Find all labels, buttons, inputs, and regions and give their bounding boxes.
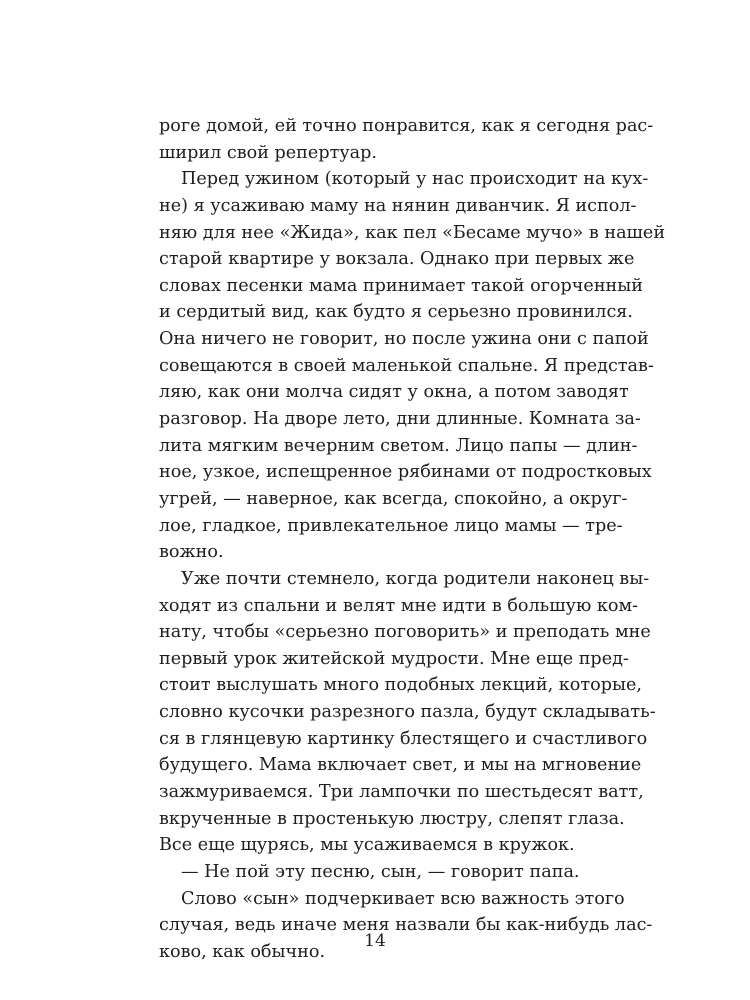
text-line: старой квартире у вокзала. Однако при первых же <box>159 249 635 270</box>
text-line: ширил свой репертуар. <box>159 142 378 163</box>
text-line: Все еще щурясь, мы усаживаемся в кружок. <box>159 835 575 856</box>
text-line: ное, узкое, испещренное рябинами от подростковых <box>159 462 652 483</box>
text-line: словно кусочки разрезного пазла, будут складывать- <box>159 702 656 723</box>
text-line: разговор. На дворе лето, дни длинные. Комната за- <box>159 409 641 430</box>
text-line: совещаются в своей маленькой спальне. Я представ- <box>159 355 654 376</box>
text-line: ково, как обычно. <box>159 941 326 962</box>
page-number: 14 <box>364 931 386 951</box>
text-line: стоит выслушать много подобных лекций, которые, <box>159 675 642 696</box>
text-line: словах песенки мама принимает такой огорченный <box>159 275 644 296</box>
body-text <box>159 113 666 966</box>
text-line: не) я усаживаю маму на нянин диванчик. Я испол- <box>159 195 637 216</box>
text-line: Перед ужином (который у нас происходит на кух- <box>181 169 649 190</box>
text-line: лое, гладкое, привлекательное лицо мамы — тре- <box>159 515 623 536</box>
text-line: вожно. <box>159 542 224 563</box>
text-line: первый урок житейской мудрости. Мне еще пред- <box>159 648 629 669</box>
text-line: случая, ведь иначе меня назвали бы как-нибудь лас- <box>159 915 653 936</box>
text-line: зажмуриваемся. Три лампочки по шестьдесят ватт, <box>159 782 644 803</box>
text-line: будущего. Мама включает свет, и мы на мгновение <box>159 755 642 776</box>
text-line: Уже почти стемнело, когда родители наконец вы- <box>181 568 650 589</box>
text-line: — Не пой эту песню, сын, — говорит папа. <box>181 861 580 882</box>
text-line: ся в глянцевую картинку блестящего и счастливого <box>159 728 648 749</box>
text-line: лита мягким вечерним светом. Лицо папы — длин- <box>159 435 638 456</box>
text-line: нату, чтобы «серьезно поговорить» и преподать мне <box>159 622 651 643</box>
text-line: и сердитый вид, как будто я серьезно провинился. <box>159 302 633 323</box>
text-line: Слово «сын» подчеркивает всю важность этого <box>181 888 625 909</box>
text-line: роге домой, ей точно понравится, как я сегодня рас- <box>159 116 654 136</box>
text-line: ляю, как они молча сидят у окна, а потом заводят <box>159 382 629 403</box>
text-line: угрей, — наверное, как всегда, спокойно, а округ- <box>159 488 628 509</box>
text-line: Она ничего не говорит, но после ужина они с папой <box>159 329 649 350</box>
text-line: няю для нее «Жида», как пел «Бесаме мучо» в нашей <box>159 222 666 243</box>
text-line: вкрученные в простенькую люстру, слепят глаза. <box>159 808 625 829</box>
text-line: ходят из спальни и велят мне идти в большую ком- <box>159 595 639 616</box>
